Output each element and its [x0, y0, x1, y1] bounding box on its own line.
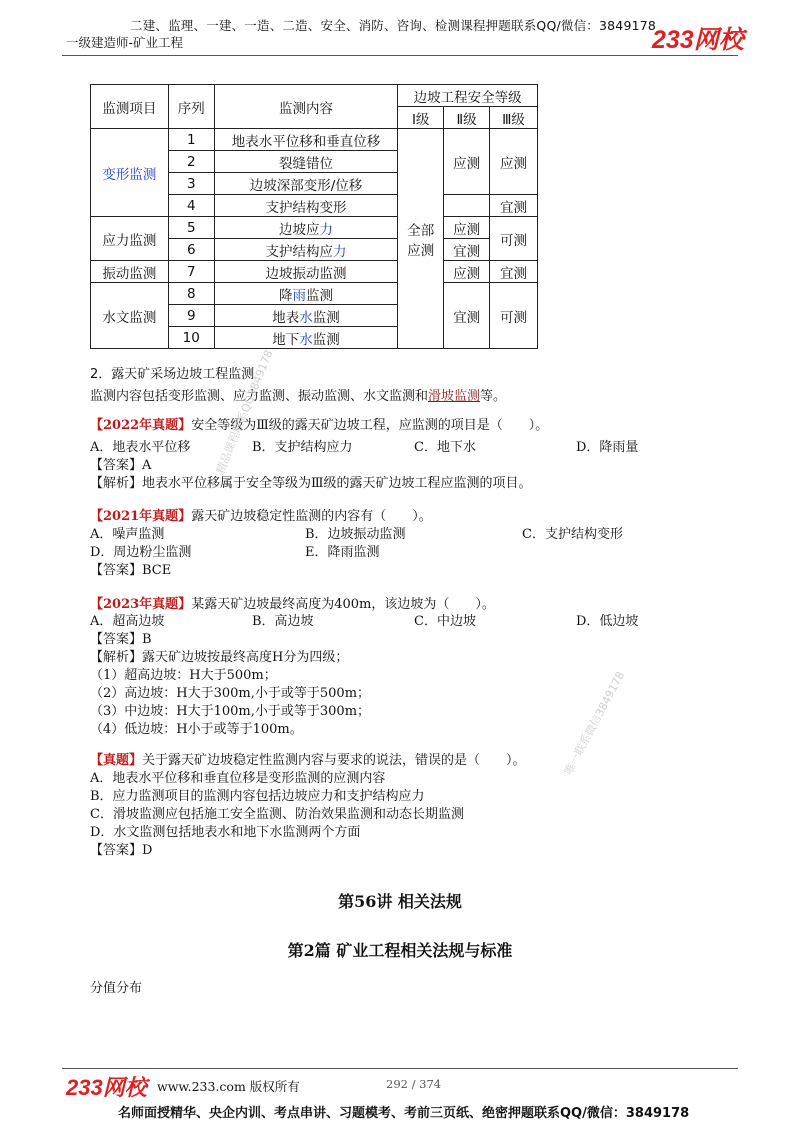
- content-cell: 支护结构变形: [214, 195, 398, 217]
- th-grade-1: Ⅰ级: [398, 107, 444, 129]
- part-heading: 第2篇 矿业工程相关法规与标准: [287, 941, 513, 960]
- seq-cell: 9: [168, 305, 214, 327]
- q3-item: （4）低边坡：H小于或等于100m。: [90, 722, 303, 737]
- q1-stem-text: 安全等级为Ⅲ级的露天矿边坡工程，应监测的项目是（ ）。: [191, 418, 549, 433]
- content-part: 监测: [312, 331, 340, 348]
- watermark-text: 精品课程联系QQ3849178: [213, 348, 276, 476]
- seq-cell: 8: [168, 283, 214, 305]
- content-part: 地表: [272, 309, 300, 326]
- th-grade-2: Ⅱ级: [444, 107, 490, 129]
- th-grade-group: 边坡工程安全等级: [398, 85, 538, 107]
- q1-answer: 【答案】A: [90, 458, 152, 473]
- header-divider: [62, 55, 738, 56]
- q3-option: B．高边坡: [252, 614, 314, 629]
- group-vibration: 振动监测: [91, 261, 169, 283]
- group-hydro: 水文监测: [91, 283, 169, 349]
- seq-cell: 2: [168, 151, 214, 173]
- header-subject: 一级建造师-矿业工程: [66, 35, 184, 50]
- q3-stem: [90, 596, 495, 613]
- q3-option: A．超高边坡: [90, 614, 165, 629]
- q1-option: D．降雨量: [576, 440, 639, 455]
- q1-option: B．支护结构应力: [252, 440, 353, 455]
- g3-hydro-cell: 可测: [490, 283, 538, 349]
- seq-cell: 3: [168, 173, 214, 195]
- header-logo: 233网校: [652, 26, 744, 54]
- g2-row6-cell: 宜测: [444, 239, 490, 261]
- q3-option: D．低边坡: [576, 614, 639, 629]
- g1-all-cell: [398, 129, 444, 349]
- seq-cell: 7: [168, 261, 214, 283]
- content-part: 监测: [305, 287, 333, 304]
- group-deform: 变形监测: [91, 129, 169, 217]
- q2-answer: 【答案】BCE: [90, 563, 172, 578]
- page-number: 292 / 374: [386, 1077, 442, 1091]
- g2-hydro-cell: 宜测: [444, 283, 490, 349]
- section2-desc: [90, 385, 506, 404]
- content-part: 降: [278, 287, 293, 304]
- content-highlight: 力: [319, 221, 333, 238]
- th-item: 监测项目: [91, 85, 169, 129]
- q4-option: C．滑坡监测应包括施工安全监测、防治效果监测和动态长期监测: [90, 807, 464, 822]
- q2-stem-text: 露天矿边坡稳定性监测的内容有（ ）。: [191, 509, 432, 524]
- footer-contact-text: 名师面授精华、央企内训、考点串讲、习题模考、考前三页纸、绝密押题联系QQ/微信：3849178: [118, 1106, 690, 1121]
- q2-option: E．降雨监测: [305, 545, 380, 560]
- content-highlight: 雨: [292, 287, 306, 304]
- content-cell: [214, 283, 398, 305]
- g3-deform-cell: 应测: [490, 129, 538, 195]
- content-cell: 边坡振动监测: [214, 261, 398, 283]
- th-content: 监测内容: [214, 85, 398, 129]
- q2-option: C．支护结构变形: [522, 527, 623, 542]
- seq-cell: 4: [168, 195, 214, 217]
- g2-row7-cell: 应测: [444, 261, 490, 283]
- content-highlight: 力: [332, 243, 347, 260]
- q3-item: （2）高边坡：H大于300m,小于或等于500m；: [90, 686, 371, 701]
- q3-analysis: 【解析】露天矿边坡按最终高度H分为四级；: [90, 650, 349, 665]
- q4-option: D．水文监测包括地表水和地下水监测两个方面: [90, 825, 361, 840]
- g1-all-line2: 应测: [407, 242, 435, 259]
- content-cell: 裂缝错位: [214, 151, 398, 173]
- q3-stem-text: 某露天矿边坡最终高度为400m，该边坡为（ ）。: [191, 597, 495, 612]
- content-cell: 边坡深部变形/位移: [214, 173, 398, 195]
- seq-cell: 5: [168, 217, 214, 239]
- watermark-text: 唯一联系微信3849178: [561, 669, 628, 778]
- content-highlight: 水: [299, 331, 313, 348]
- content-part: 地下: [272, 331, 300, 348]
- q2-option: B．边坡振动监测: [305, 527, 406, 542]
- q1-option: C．地下水: [414, 440, 476, 455]
- q3-item: （3）中边坡：H大于100m,小于或等于300m；: [90, 704, 371, 719]
- g3-row7-cell: 宜测: [490, 261, 538, 283]
- q1-analysis: 【解析】地表水平位移属于安全等级为Ⅲ级的露天矿边坡工程应监测的项目。: [90, 476, 532, 491]
- q3-answer: 【答案】B: [90, 632, 152, 647]
- content-part: 监测: [312, 309, 340, 326]
- content-part: 边坡应: [278, 221, 320, 238]
- content-highlight: 水: [299, 309, 313, 326]
- q4-tag: 【真题】: [90, 753, 143, 768]
- q2-stem: [90, 508, 432, 525]
- seq-cell: 10: [168, 327, 214, 349]
- lecture-heading: 第56讲 相关法规: [338, 892, 462, 911]
- content-cell: [214, 239, 398, 261]
- g1-all-line1: 全部: [407, 222, 435, 239]
- q1-option: A．地表水平位移: [90, 440, 191, 455]
- g3-stress-cell: 可测: [490, 217, 538, 261]
- q2-tag: 【2021年真题】: [90, 509, 192, 524]
- q2-option: D．周边粉尘监测: [90, 545, 192, 560]
- content-cell: [214, 327, 398, 349]
- q4-option: A．地表水平位移和垂直位移是变形监测的应测内容: [90, 771, 386, 786]
- score-heading: 分值分布: [90, 981, 143, 996]
- footer-divider: [62, 1068, 738, 1069]
- g2-row5-cell: 应测: [444, 217, 490, 239]
- content-cell: 地表水平位移和垂直位移: [214, 129, 398, 151]
- landslide-link[interactable]: 滑坡监测: [428, 389, 481, 404]
- q4-option: B．应力监测项目的监测内容包括边坡应力和支护结构应力: [90, 789, 425, 804]
- q3-option: C．中边坡: [414, 614, 476, 629]
- section2-title: 2．露天矿采场边坡工程监测: [90, 367, 255, 382]
- seq-cell: 1: [168, 129, 214, 151]
- q1-stem: [90, 417, 548, 434]
- q2-option: A．噪声监测: [90, 527, 165, 542]
- footer-site[interactable]: www.233.com 版权所有: [157, 1079, 300, 1094]
- content-part: 支护结构应: [265, 243, 333, 260]
- q3-item: （1）超高边坡：H大于500m；: [90, 668, 277, 683]
- monitoring-table: [90, 84, 538, 349]
- q4-stem-text: 关于露天矿边坡稳定性监测内容与要求的说法，错误的是（ ）。: [142, 753, 526, 768]
- q4-stem: [90, 752, 526, 769]
- section2-desc-b: 等。: [480, 389, 507, 404]
- q3-tag: 【2023年真题】: [90, 597, 192, 612]
- th-grade-3: Ⅲ级: [490, 107, 538, 129]
- content-cell: [214, 217, 398, 239]
- footer-logo: 233网校: [66, 1075, 147, 1100]
- g2-row4-empty: [444, 195, 490, 217]
- g2-deform-cell: 应测: [444, 129, 490, 195]
- section2-desc-a: 监测内容包括变形监测、应力监测、振动监测、水文监测和: [90, 389, 429, 404]
- group-stress: 应力监测: [91, 217, 169, 261]
- th-seq: 序列: [168, 85, 214, 129]
- q1-tag: 【2022年真题】: [90, 418, 192, 433]
- content-cell: [214, 305, 398, 327]
- seq-cell: 6: [168, 239, 214, 261]
- header-contact-text: 二建、监理、一建、一造、二造、安全、消防、咨询、检测课程押题联系QQ/微信：3849178: [130, 18, 657, 33]
- q4-answer: 【答案】D: [90, 843, 153, 858]
- g3-row4-cell: 宜测: [490, 195, 538, 217]
